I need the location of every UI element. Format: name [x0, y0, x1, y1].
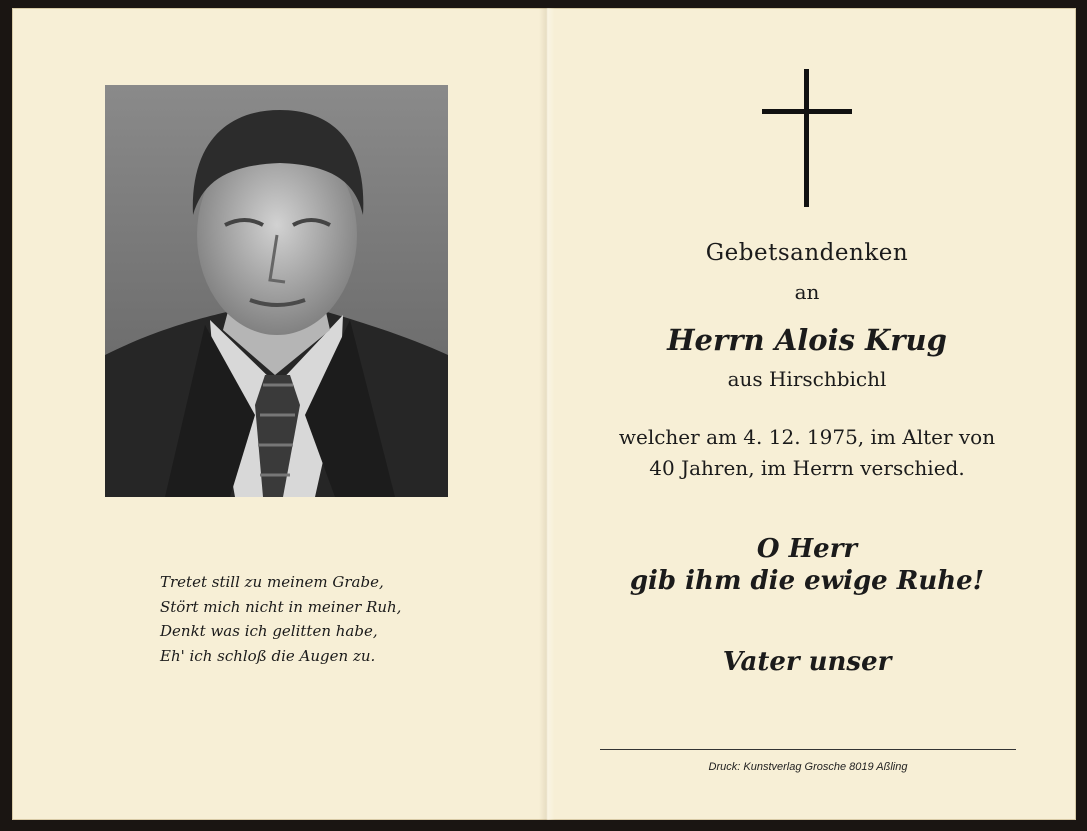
prayer-line: gib ihm die ewige Ruhe! [629, 566, 985, 596]
poem [160, 570, 450, 668]
memorial-to: an [794, 280, 820, 304]
poem-line: Stört mich nicht in meiner Ruh, [160, 597, 402, 616]
printer-imprint: Druck: Kunstverlag Grosche 8019 Aßling [708, 761, 908, 773]
memorial-card [12, 8, 1076, 820]
divider [600, 749, 1016, 750]
poem-line: Tretet still zu meinem Grabe, [160, 573, 384, 591]
death-notice-line: welcher am 4. 12. 1975, im Alter von [618, 425, 996, 449]
portrait-photo [105, 85, 448, 497]
poem-line: Denkt was ich gelitten habe, [160, 622, 378, 640]
memorial-title: Gebetsandenken [705, 240, 909, 266]
card-fold [539, 8, 555, 820]
deceased-origin: aus Hirschbichl [727, 367, 887, 391]
death-notice-line: 40 Jahren, im Herrn verschied. [649, 456, 965, 480]
closing-prayer: Vater unser [722, 647, 892, 677]
latin-cross-icon [762, 69, 852, 209]
prayer-line: O Herr [756, 534, 858, 564]
deceased-name: Herrn Alois Krug [667, 323, 947, 357]
poem-line: Eh' ich schloß die Augen zu. [160, 646, 376, 665]
